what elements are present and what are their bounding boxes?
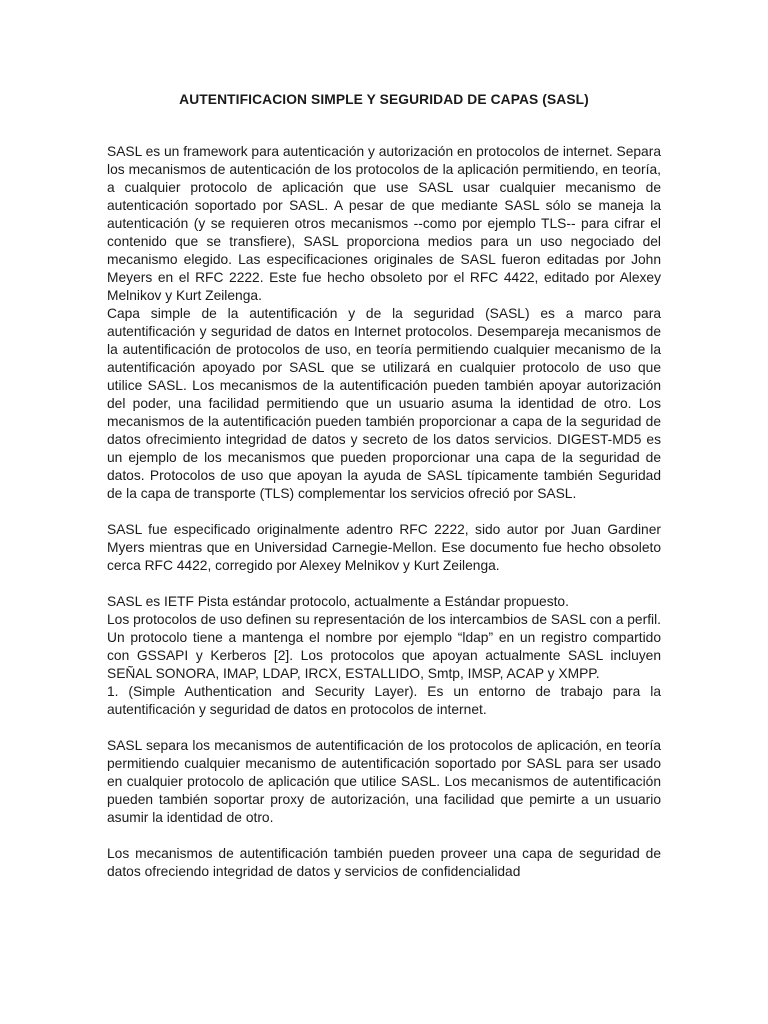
paragraph-spacer <box>107 575 661 593</box>
document-page <box>107 92 661 881</box>
paragraph-data-security-layer: Los mecanismos de autentificación también pueden proveer una capa de seguridad de datos ofreciendo integridad de datos y servicios de confidencialidad <box>107 846 661 879</box>
paragraph-definition: 1. (Simple Authentication and Security Layer). Es un entorno de trabajo para la autentificación y seguridad de datos en protocolos de internet. <box>107 684 661 717</box>
paragraph-spacer <box>107 719 661 737</box>
paragraph-rfc-2222: SASL fue especificado originalmente adentro RFC 2222, sido autor por Juan Gardiner Myers mientras que en Universidad Carnegie-Mellon. Ese documento fue hecho obsoleto cerca RFC 4422, corregido por Alexey Melnikov y Kurt Zeilenga. <box>107 522 661 573</box>
paragraph-sasl-capa-simple: Capa simple de la autentificación y de la seguridad (SASL) es a marco para autentificación y seguridad de datos en Internet protocolos. Desempareja mecanismos de la autentificación de protocolos de uso, en teoría permitiendo cualquier mecanismo de la autentificación apoyado por SASL que se utilizará en cualquier protocolo de uso que utilice SASL. Los mecanismos de la autentificación pueden también apoyar autorización del poder, una facilidad permitiendo que un usuario asuma la identidad de otro. Los mecanismos de la autentificación pueden también proporcionar a capa de la seguridad de datos ofrecimiento integridad de datos y secreto de los datos servicios. DIGEST-MD5 es un ejemplo de los mecanismos que pueden proporcionar una capa de la seguridad de datos. Protocolos de uso que apoyan la ayuda de SASL típicamente también Seguridad de la capa de transporte (TLS) complementar los servicios ofreció por SASL. <box>107 306 661 501</box>
paragraph-spacer <box>107 503 661 521</box>
paragraph-sasl-framework: SASL es un framework para autenticación y autorización en protocolos de internet. Separa los mecanismos de autenticación de los protocolos de la aplicación permitiendo, en teoría, a cualquier protocolo de aplicación que use SASL usar cualquier mecanismo de autenticación soportado por SASL. A pesar de que mediante SASL sólo se maneja la autenticación (y se requieren otros mecanismos --como por ejemplo TLS-- para cifrar el contenido que se transfiere), SASL proporciona medios para un uso negociado del mecanismo elegido. Las especificaciones originales de SASL fueron editadas por John Meyers en el RFC 2222. Este fue hecho obsoleto por el RFC 4422, editado por Alexey Melnikov y Kurt Zeilenga. <box>107 144 661 303</box>
document-title: AUTENTIFICACION SIMPLE Y SEGURIDAD DE CAPAS (SASL) <box>179 92 589 107</box>
paragraph-spacer <box>107 827 661 845</box>
paragraph-protocol-profiles: Los protocolos de uso definen su representación de los intercambios de SASL con a perfil. Un protocolo tiene a mantenga el nombre por ejemplo “ldap” en un registro compartido con GSSAPI y Kerberos [2]. Los protocolos que apoyan actualmente SASL incluyen SEÑAL SONORA, IMAP, LDAP, IRCX, ESTALLIDO, Smtp, IMSP, ACAP y XMPP. <box>107 612 661 681</box>
paragraph-mechanism-separation: SASL separa los mecanismos de autentificación de los protocolos de aplicación, en teoría permitiendo cualquier mecanismo de autentificación soportado por SASL para ser usado en cualquier protocolo de aplicación que utilice SASL. Los mecanismos de autentificación pueden también soportar proxy de autorización, una facilidad que pemirte a un usuario asumir la identidad de otro. <box>107 738 661 825</box>
paragraph-ietf-standard: SASL es IETF Pista estándar protocolo, actualmente a Estándar propuesto. <box>107 594 569 609</box>
